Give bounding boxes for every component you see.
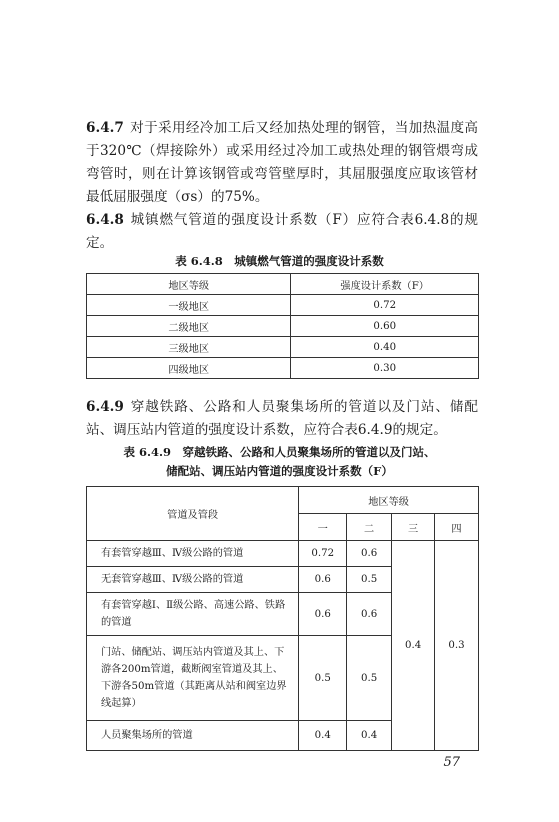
table-cell: 0.60 [291,316,479,337]
table-6-4-8 [86,273,479,379]
table-cell: 0.40 [291,337,479,358]
table-cell: 有套管穿越Ⅰ、Ⅱ级公路、高速公路、铁路的管道 [87,593,299,636]
table-6-4-8-caption: 表 6.4.8 城镇燃气管道的强度设计系数 [175,254,384,268]
table-cell: 0.30 [291,358,479,379]
table-cell: 0.4 [392,541,435,751]
table-cell: 0.4 [299,721,347,751]
region-level-cell: 二 [347,514,392,541]
table-header-cell: 地区等级 [87,274,291,295]
table-row [87,337,479,358]
region-level-cell: 三 [392,514,435,541]
table-header-row [87,487,479,514]
section-6-4-8 [86,209,478,255]
section-6-4-7 [86,117,478,209]
table-header-cell: 强度设计系数（F） [291,274,479,295]
table-cell: 0.6 [347,541,392,567]
table-row [87,295,479,316]
table-header-row [87,274,479,295]
table-cell: 三级地区 [87,337,291,358]
table-cell: 无套管穿越Ⅲ、Ⅳ级公路的管道 [87,567,299,593]
table-cell: 二级地区 [87,316,291,337]
section-text: 穿越铁路、公路和人员聚集场所的管道以及门站、储配站、调压站内管道的强度设计系数，应符合表6.4.9的规定。 [86,399,478,438]
table-cell: 0.5 [299,636,347,721]
table-cell: 0.6 [347,593,392,636]
table-row [87,316,479,337]
table-header-cell: 地区等级 [299,487,479,514]
table-cell: 0.5 [347,636,392,721]
section-text: 对于采用经冷加工后又经加热处理的钢管，当加热温度高于320℃（焊接除外）或采用经过冷加工或热处理的钢管煨弯成弯管时，则在计算该钢管或弯管壁厚时，其屈服强度应取该管材最低屈服强度（σs）的75%。 [86,120,478,205]
section-text: 城镇燃气管道的强度设计系数（F）应符合表6.4.8的规定。 [86,212,478,251]
table-cell: 一级地区 [87,295,291,316]
table-row [87,358,479,379]
table-cell: 0.5 [347,567,392,593]
table-row [87,541,479,567]
table-cell: 0.6 [299,593,347,636]
table-cell: 0.3 [435,541,479,751]
table-cell: 人员聚集场所的管道 [87,721,299,751]
table-cell: 0.6 [299,567,347,593]
table-cell: 有套管穿越Ⅲ、Ⅳ级公路的管道 [87,541,299,567]
table-cell: 门站、储配站、调压站内管道及其上、下游各200m管道，截断阀室管道及其上、下游各50m管道（其距离从站和阀室边界线起算） [87,636,299,721]
section-number: 6.4.7 [86,120,124,136]
table-cell: 0.72 [291,295,479,316]
region-level-cell: 四 [435,514,479,541]
table-6-4-9 [86,486,479,751]
section-number: 6.4.9 [86,399,124,415]
table-6-4-9-caption-line1: 表 6.4.9 穿越铁路、公路和人员聚集场所的管道以及门站、 [123,445,436,459]
section-number: 6.4.8 [86,212,124,228]
table-cell: 四级地区 [87,358,291,379]
section-6-4-9 [86,396,478,442]
table-cell: 0.72 [299,541,347,567]
region-level-cell: 一 [299,514,347,541]
table-header-cell: 管道及管段 [87,487,299,541]
table-cell: 0.4 [347,721,392,751]
page-number: 57 [443,755,460,770]
table-6-4-9-caption-line2: 储配站、调压站内管道的强度设计系数（F） [166,464,393,478]
